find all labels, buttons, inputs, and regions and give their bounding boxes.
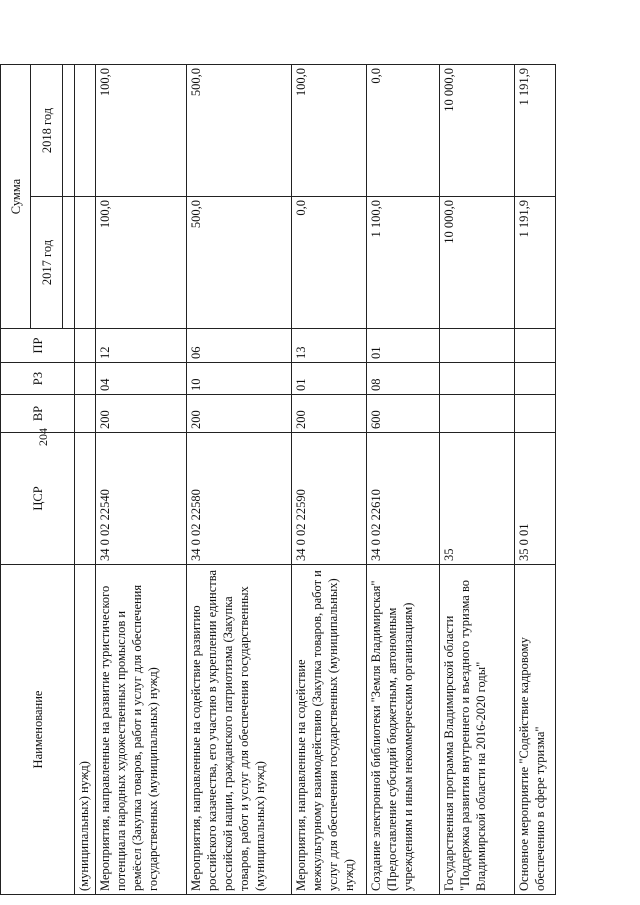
cell-csr	[75, 433, 96, 565]
cell-csr: 34 0 02 22540	[96, 433, 187, 565]
cell-2017: 1 191,9	[515, 197, 556, 329]
cell-2018: 10 000,0	[440, 65, 515, 197]
cell-pr	[440, 329, 515, 363]
cell-rz: 01	[292, 363, 367, 395]
header-blank-cell	[63, 65, 75, 197]
cell-2018: 0,0	[367, 65, 440, 197]
cell-2018: 100,0	[292, 65, 367, 197]
header-sum: Сумма	[1, 65, 31, 329]
table-row	[515, 65, 556, 895]
table-row	[75, 65, 96, 895]
cell-2017	[75, 197, 96, 329]
cell-name: Создание электронной библиотеки "Земля Владимирская" (Предоставление субсидий бюджетным, автономным учреждениям и иным некоммерческим организациям)	[367, 565, 440, 895]
cell-csr: 35	[440, 433, 515, 565]
cell-vr	[75, 395, 96, 433]
cell-vr: 200	[292, 395, 367, 433]
rotated-page-content	[0, 65, 547, 895]
page-number: 204	[36, 428, 50, 446]
cell-csr: 34 0 02 22580	[187, 433, 292, 565]
cell-name: Основное мероприятие "Содействие кадровому обеспечению в сфере туризма"	[515, 565, 556, 895]
header-2018: 2018 год	[31, 65, 63, 197]
cell-csr: 35 0 01	[515, 433, 556, 565]
cell-2018: 1 191,9	[515, 65, 556, 197]
cell-pr	[515, 329, 556, 363]
cell-rz	[515, 363, 556, 395]
cell-2017: 100,0	[96, 197, 187, 329]
cell-rz: 08	[367, 363, 440, 395]
cell-name: Мероприятия, направленные на содействие межкультурному взаимодействию (Закупка товаров, работ и услуг для обеспечения государственных (муниципальных) нужд)	[292, 565, 367, 895]
budget-table	[0, 64, 556, 895]
table-row	[187, 65, 292, 895]
table-row	[367, 65, 440, 895]
header-vr: ВР	[1, 395, 75, 433]
cell-pr	[75, 329, 96, 363]
header-row	[1, 65, 31, 895]
cell-csr: 34 0 02 22610	[367, 433, 440, 565]
cell-vr: 200	[187, 395, 292, 433]
header-blank-cell	[63, 197, 75, 329]
cell-name: Мероприятия, направленные на содействие развитию российского казачества, его участию в укреплении единства российской нации, гражданского патриотизма (Закупка товаров, работ и услуг для обеспечения государственных (муниципальных) нужд)	[187, 565, 292, 895]
header-name: Наименование	[1, 565, 75, 895]
header-pr: ПР	[1, 329, 75, 363]
cell-rz: 10	[187, 363, 292, 395]
header-2017: 2017 год	[31, 197, 63, 329]
cell-vr	[515, 395, 556, 433]
cell-rz: 04	[96, 363, 187, 395]
cell-pr: 01	[367, 329, 440, 363]
cell-2017: 500,0	[187, 197, 292, 329]
table-row	[292, 65, 367, 895]
header-csr: ЦСР	[1, 433, 75, 565]
cell-pr: 06	[187, 329, 292, 363]
cell-rz	[440, 363, 515, 395]
table-row	[96, 65, 187, 895]
cell-vr	[440, 395, 515, 433]
cell-2018: 500,0	[187, 65, 292, 197]
cell-2018	[75, 65, 96, 197]
cell-rz	[75, 363, 96, 395]
cell-name: Государственная программа Владимирской области "Поддержка развития внутреннего и въездного туризма во Владимирской области на 2016-2020 годы"	[440, 565, 515, 895]
cell-2018: 100,0	[96, 65, 187, 197]
cell-2017: 1 100,0	[367, 197, 440, 329]
cell-name: Мероприятия, направленные на развитие туристического потенциала народных художественных промыслов и ремёсел (Закупка товаров, работ и услуг для обеспечения государственных (муниципальных) нужд)	[96, 565, 187, 895]
cell-name: (муниципальных) нужд)	[75, 565, 96, 895]
header-rz: РЗ	[1, 363, 75, 395]
cell-vr: 600	[367, 395, 440, 433]
cell-2017: 10 000,0	[440, 197, 515, 329]
cell-vr: 200	[96, 395, 187, 433]
cell-pr: 12	[96, 329, 187, 363]
table-row	[440, 65, 515, 895]
cell-2017: 0,0	[292, 197, 367, 329]
cell-csr: 34 0 02 22590	[292, 433, 367, 565]
cell-pr: 13	[292, 329, 367, 363]
